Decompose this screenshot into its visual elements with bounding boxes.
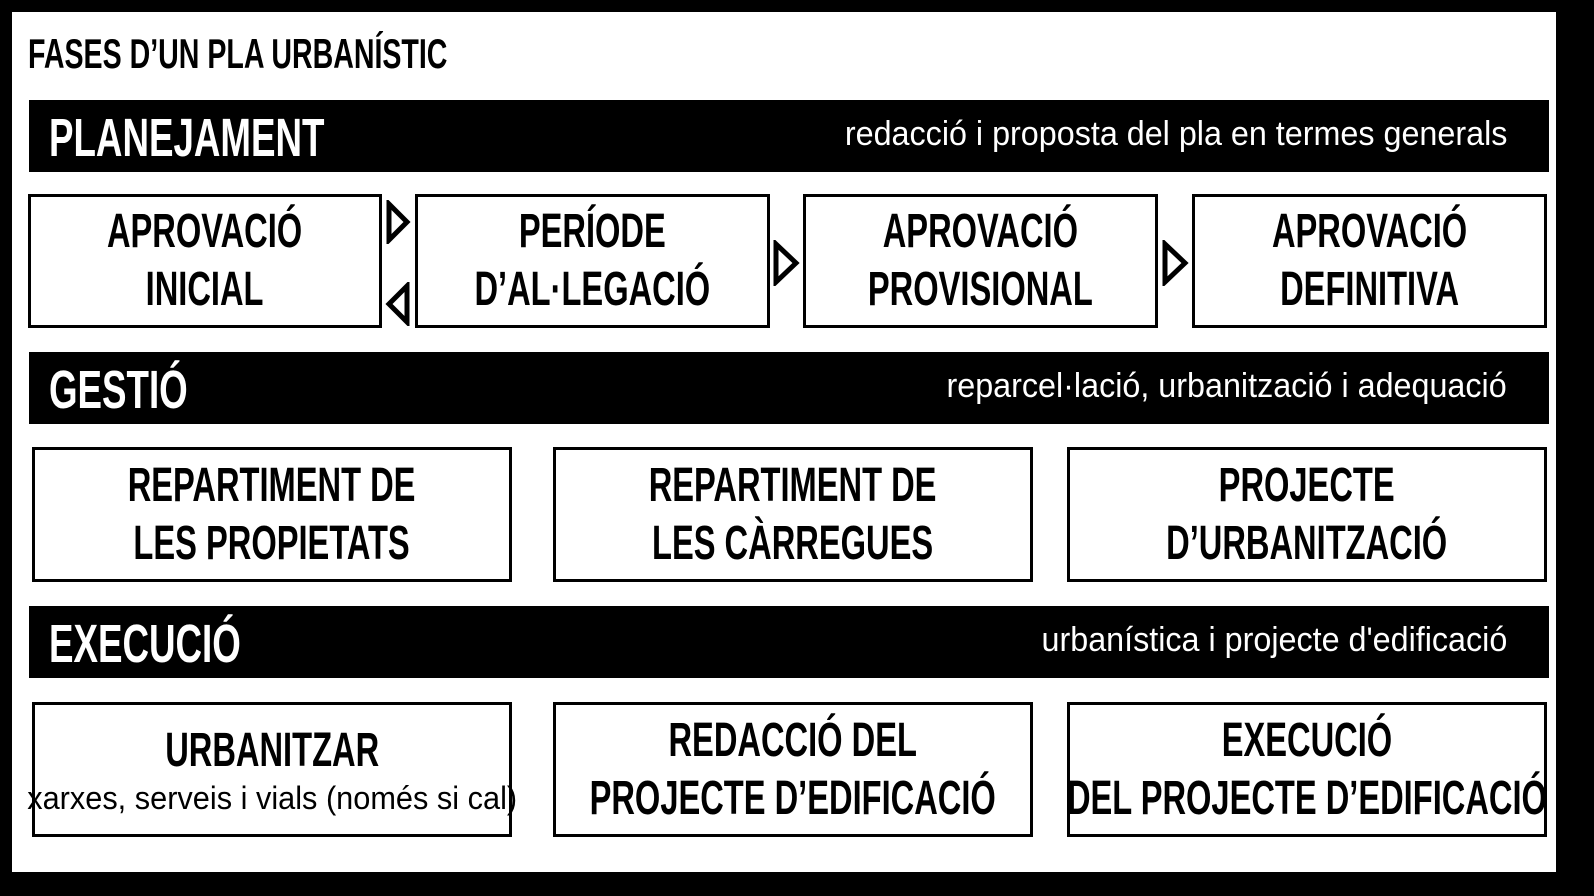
step-projecte-urbanitzacio [1067, 447, 1547, 582]
step-line-1: PROJECTE [1219, 458, 1395, 512]
step-line-1: APROVACIÓ [1271, 205, 1468, 258]
step-urbanitzar [27, 702, 517, 837]
step-line-1: URBANITZAR [165, 723, 379, 777]
step-line-2: INICIAL [146, 263, 264, 316]
step-line-1: APROVACIÓ [107, 205, 303, 258]
phase-description: urbanística i projecte d'edificació [1041, 621, 1507, 659]
step-redaccio-projecte-edificacio [553, 702, 1033, 837]
step-line-2: D’AL·LEGACIÓ [474, 263, 711, 316]
step-line-2: LES CÀRREGUES [652, 516, 934, 570]
step-periode-allegacio [415, 194, 770, 328]
step-aprovacio-definitiva [1192, 194, 1547, 328]
step-line-1: REDACCIÓ DEL [668, 713, 918, 767]
step-repartiment-propietats [32, 447, 512, 582]
step-line-1: REPARTIMENT DE [649, 458, 937, 512]
step-repartiment-carregues [553, 447, 1033, 582]
step-line-1: EXECUCIÓ [1221, 713, 1393, 767]
arrow-right-icon [772, 240, 800, 286]
step-line-2: LES PROPIETATS [133, 516, 411, 570]
arrow-right-icon [1161, 240, 1189, 286]
step-aprovacio-inicial [28, 194, 382, 328]
step-line-2: PROVISIONAL [868, 263, 1093, 316]
phase-band-planejament [29, 100, 1549, 172]
arrow-left-icon [385, 282, 411, 326]
arrow-right-icon [385, 200, 411, 244]
step-line-2: DEFINITIVA [1280, 263, 1459, 316]
phase-description: reparcel·lació, urbanització i adequació [946, 367, 1507, 405]
phase-name: PLANEJAMENT [49, 108, 325, 168]
step-subtitle: xarxes, serveis i vials (només si cal) [27, 779, 517, 816]
step-aprovacio-provisional [803, 194, 1158, 328]
step-line-2: DEL PROJECTE D’EDIFICACIÓ [1067, 771, 1547, 825]
phase-band-execucio [29, 606, 1549, 678]
phase-band-gestio [29, 352, 1549, 424]
step-line-2: D’URBANITZACIÓ [1166, 516, 1448, 570]
step-execucio-projecte-edificacio [1067, 702, 1547, 837]
phase-description: redacció i proposta del pla en termes generals [844, 115, 1507, 153]
phase-name: EXECUCIÓ [49, 614, 241, 674]
step-line-2: PROJECTE D’EDIFICACIÓ [589, 771, 997, 825]
step-line-1: PERÍODE [519, 205, 666, 258]
step-line-1: REPARTIMENT DE [128, 458, 416, 512]
phase-name: GESTIÓ [49, 360, 188, 420]
step-line-1: APROVACIÓ [882, 205, 1079, 258]
diagram-title: FASES D’UN PLA URBANÍSTIC [28, 30, 448, 77]
diagram-canvas [12, 12, 1556, 872]
